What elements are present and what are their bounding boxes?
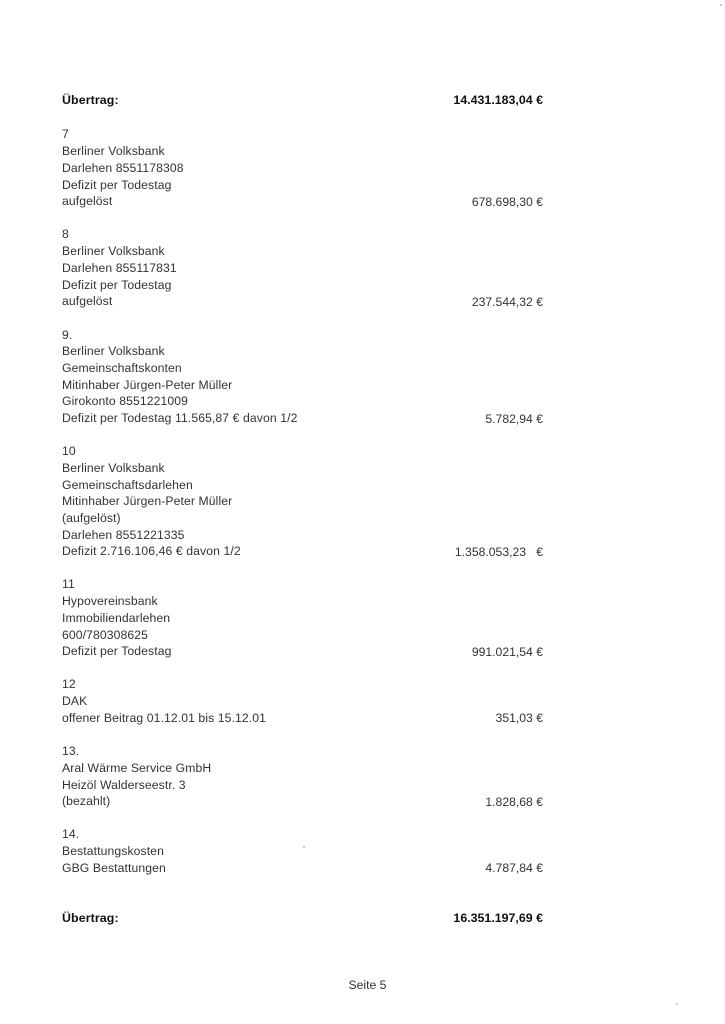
entry-line: Darlehen 8551221335 [62,528,185,542]
entry-line: Defizit 2.716.106,46 € davon 1/2 [62,544,241,558]
entry-line: Defizit per Todestag 11.565,87 € davon 1/2 [62,411,298,425]
entry-line: Gemeinschaftsdarlehen [62,478,193,492]
entry-line: 600/780308625 [62,628,149,642]
entry-line: offener Beitrag 01.12.01 bis 15.12.01 [62,711,267,725]
entry-amount: 1.828,68 € [485,795,543,809]
entry-amount: 5.782,94 € [485,412,543,426]
carryover-amount: 14.431.183,04 € [453,93,543,107]
scan-speck [676,1003,678,1005]
entry-line: Darlehen 8551178308 [62,161,184,175]
entry-number: 10 [62,444,76,458]
entry-line: Immobiliendarlehen [62,611,171,625]
entry-amount: 351,03 € [495,711,543,725]
entry-number: 13. [62,744,80,758]
entry-line: Hypovereinsbank [62,594,158,608]
entry-amount: 678.698,30 € [471,195,543,209]
entry-amount: 4.787,84 € [485,861,543,875]
entry-line: aufgelöst [62,194,113,208]
entry-amount: 1.358.053,23 € [454,545,543,559]
entry-line: aufgelöst [62,294,113,308]
entry-line: DAK [62,694,88,708]
total-carryover-label: Übertrag: [62,911,119,925]
entry-line: Darlehen 855117831 [62,261,177,275]
entry-amount: 237.544,32 € [471,295,543,309]
page-number: Seite 5 [348,978,387,992]
entry-number: 9. [62,328,73,342]
entry-line: Girokonto 8551221009 [62,394,189,408]
entry-line: Berliner Volksbank [62,344,165,358]
entry-line: Heizöl Walderseestr. 3 [62,778,186,792]
entry-number: 7 [62,127,69,141]
total-carryover-amount: 16.351.197,69 € [453,911,543,925]
scan-speck [303,846,305,848]
entry-line: Mitinhaber Jürgen-Peter Müller [62,494,233,508]
entry-line: Mitinhaber Jürgen-Peter Müller [62,378,233,392]
entry-line: (aufgelöst) [62,511,121,525]
entry-line: Bestattungskosten [62,844,164,858]
carryover-label: Übertrag: [62,93,119,107]
entry-line: Gemeinschaftskonten [62,361,182,375]
entry-line: Berliner Volksbank [62,244,165,258]
entry-number: 11 [62,577,75,591]
entry-line: Defizit per Todestag [62,178,172,192]
entry-line: Berliner Volksbank [62,461,165,475]
entry-number: 12 [62,677,76,691]
entry-line: (bezahlt) [62,794,111,808]
entry-line: Berliner Volksbank [62,144,165,158]
entry-number: 8 [62,227,69,241]
entry-number: 14. [62,827,80,841]
entry-line: Aral Wärme Service GmbH [62,761,212,775]
entry-line: Defizit per Todestag [62,278,172,292]
scan-speck [720,4,722,6]
entry-line: GBG Bestattungen [62,861,166,875]
entry-amount: 991.021,54 € [471,645,543,659]
entry-line: Defizit per Todestag [62,644,172,658]
